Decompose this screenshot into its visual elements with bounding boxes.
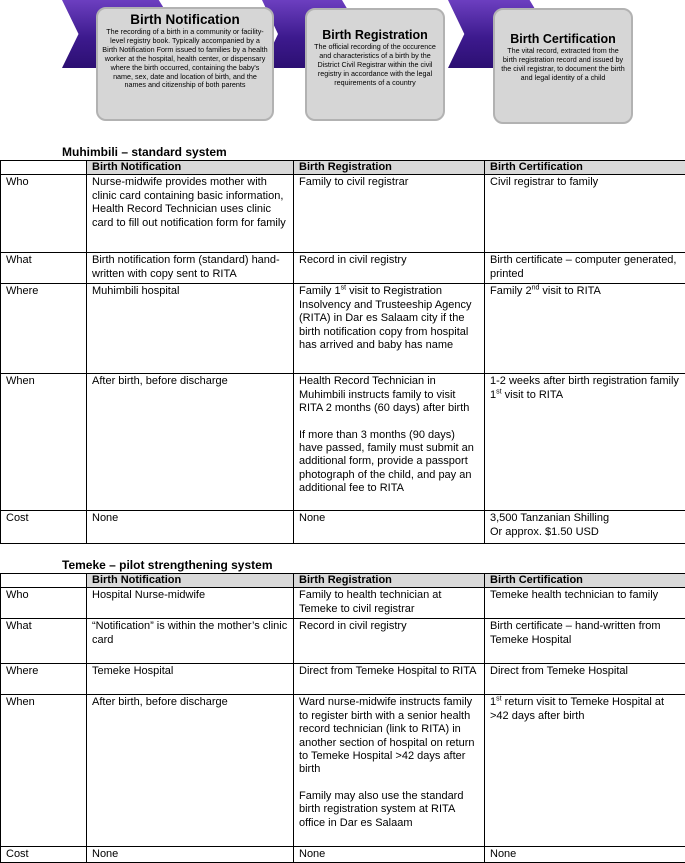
column-header: Birth Registration — [294, 161, 485, 175]
temeke-table — [0, 573, 685, 863]
card-title: Birth Notification — [130, 12, 240, 27]
table-cell: None — [485, 847, 685, 863]
table-cell: None — [294, 511, 485, 544]
row-label: Who — [1, 175, 87, 253]
ordinal-suffix: st — [496, 388, 502, 396]
cell-line: 3,500 Tanzanian Shilling — [490, 512, 610, 525]
header-corner — [1, 574, 87, 588]
cell-paragraph: Health Record Technician in Muhimbili instructs family to visit RITA 2 months (60 days) after birth — [299, 375, 470, 415]
ordinal-suffix: nd — [531, 284, 540, 292]
table-cell: Muhimbili hospital — [87, 284, 294, 374]
table-row — [1, 588, 685, 619]
table-cell: None — [87, 847, 294, 863]
cell-line: Or approx. $1.50 USD — [490, 525, 599, 538]
cell-text: 1 — [490, 696, 497, 709]
cell-paragraph: Ward nurse-midwife instructs family to register birth with a senior health record technician (link to RITA) in another section of hospital on return to Temeke Hospital >42 days after birth — [299, 696, 475, 776]
table-cell — [485, 374, 685, 511]
column-header: Birth Registration — [294, 574, 485, 588]
cell-paragraph: Family may also use the standard birth registration system at RITA office in Dar es Salaam — [299, 789, 464, 829]
row-label: Cost — [1, 847, 87, 863]
row-label: When — [1, 374, 87, 511]
table-row — [1, 175, 685, 253]
table-cell: Birth certificate – hand-written from Temeke Hospital — [485, 619, 685, 664]
card-description: The vital record, extracted from the birth registration record and issued by the civil registrar, to document the birth and legal identity of a child — [501, 46, 625, 82]
column-header: Birth Notification — [87, 161, 294, 175]
ordinal-suffix: st — [340, 284, 347, 292]
cell-text: visit to RITA — [501, 388, 564, 401]
table-cell: Birth certificate – computer generated, printed — [485, 253, 685, 284]
card-description: The recording of a birth in a community or facility-level registry book. Typically accompanied by a Birth Notification Form issued to families by a health worker at the hospital, health center, or dispensary where the birth occurred, containing the baby's name, sex, date and location of birth, and the names and citizenship of both parents — [102, 27, 268, 90]
cell-text: Family 2 — [490, 285, 532, 298]
card-birth-registration — [305, 8, 445, 121]
cell-text: Family 1 — [299, 285, 341, 298]
card-title: Birth Registration — [322, 28, 428, 42]
cell-paragraph: If more than 3 months (90 days) have passed, family must submit an additional form, provide a passport photograph of the child, and pay an additional fee to RITA — [299, 428, 474, 495]
card-description: The official recording of the occurence and characteristics of a birth by the District Civil Registrar within the civil registry in accordance with the legal requirements of a country — [314, 42, 436, 87]
table-row — [1, 695, 685, 847]
table-cell — [485, 284, 685, 374]
row-label: What — [1, 253, 87, 284]
table-header-row — [1, 161, 685, 175]
cell-text: visit to Registration Insolvency and Trusteeship Agency (RITA) in Dar es Salaam city if the birth notification copy from hospital has arrived and baby has name — [299, 285, 472, 352]
table-cell: Civil registrar to family — [485, 175, 685, 253]
table-cell: Family to civil registrar — [294, 175, 485, 253]
temeke-section-title: Temeke – pilot strengthening system — [62, 558, 273, 572]
column-header: Birth Certification — [485, 161, 685, 175]
table-cell: Birth notification form (standard) hand-written with copy sent to RITA — [87, 253, 294, 284]
table-cell — [294, 374, 485, 511]
paragraph-spacer — [299, 416, 479, 429]
muhimbili-table — [0, 160, 685, 544]
row-label: Who — [1, 588, 87, 619]
row-label: Where — [1, 284, 87, 374]
header-corner — [1, 161, 87, 175]
table-cell: Family to health technician at Temeke to civil registrar — [294, 588, 485, 619]
table-row — [1, 511, 685, 544]
cell-text: 1-2 weeks after birth registration family 1 — [490, 375, 679, 401]
table-row — [1, 374, 685, 511]
table-cell: Record in civil registry — [294, 253, 485, 284]
table-cell: Nurse-midwife provides mother with clinic card containing basic information, Health Record Technician uses clinic card to fill out notification form for family — [87, 175, 294, 253]
table-cell — [485, 695, 685, 847]
table-cell: Direct from Temeke Hospital to RITA — [294, 664, 485, 695]
column-header: Birth Notification — [87, 574, 294, 588]
table-cell: “Notification” is within the mother’s clinic card — [87, 619, 294, 664]
table-row — [1, 284, 685, 374]
table-cell: Temeke Hospital — [87, 664, 294, 695]
table-cell: After birth, before discharge — [87, 695, 294, 847]
ordinal-suffix: st — [496, 695, 502, 703]
card-birth-notification — [96, 7, 274, 121]
table-row — [1, 847, 685, 863]
table-cell: Temeke health technician to family — [485, 588, 685, 619]
row-label: What — [1, 619, 87, 664]
card-title: Birth Certification — [510, 32, 616, 46]
table-cell: Hospital Nurse-midwife — [87, 588, 294, 619]
table-cell: After birth, before discharge — [87, 374, 294, 511]
row-label: Where — [1, 664, 87, 695]
table-row — [1, 664, 685, 695]
table-cell: None — [294, 847, 485, 863]
card-birth-certification — [493, 8, 633, 124]
cell-text: visit to RITA — [539, 285, 601, 298]
table-cell — [294, 284, 485, 374]
row-label: Cost — [1, 511, 87, 544]
table-cell — [294, 695, 485, 847]
table-row — [1, 619, 685, 664]
paragraph-spacer — [299, 777, 479, 790]
cell-text: return visit to Temeke Hospital at >42 days after birth — [490, 696, 664, 722]
table-cell: None — [87, 511, 294, 544]
row-label: When — [1, 695, 87, 847]
table-header-row — [1, 574, 685, 588]
table-row — [1, 253, 685, 284]
table-cell — [485, 511, 685, 544]
table-cell: Direct from Temeke Hospital — [485, 664, 685, 695]
column-header: Birth Certification — [485, 574, 685, 588]
muhimbili-section-title: Muhimbili – standard system — [62, 145, 227, 159]
table-cell: Record in civil registry — [294, 619, 485, 664]
